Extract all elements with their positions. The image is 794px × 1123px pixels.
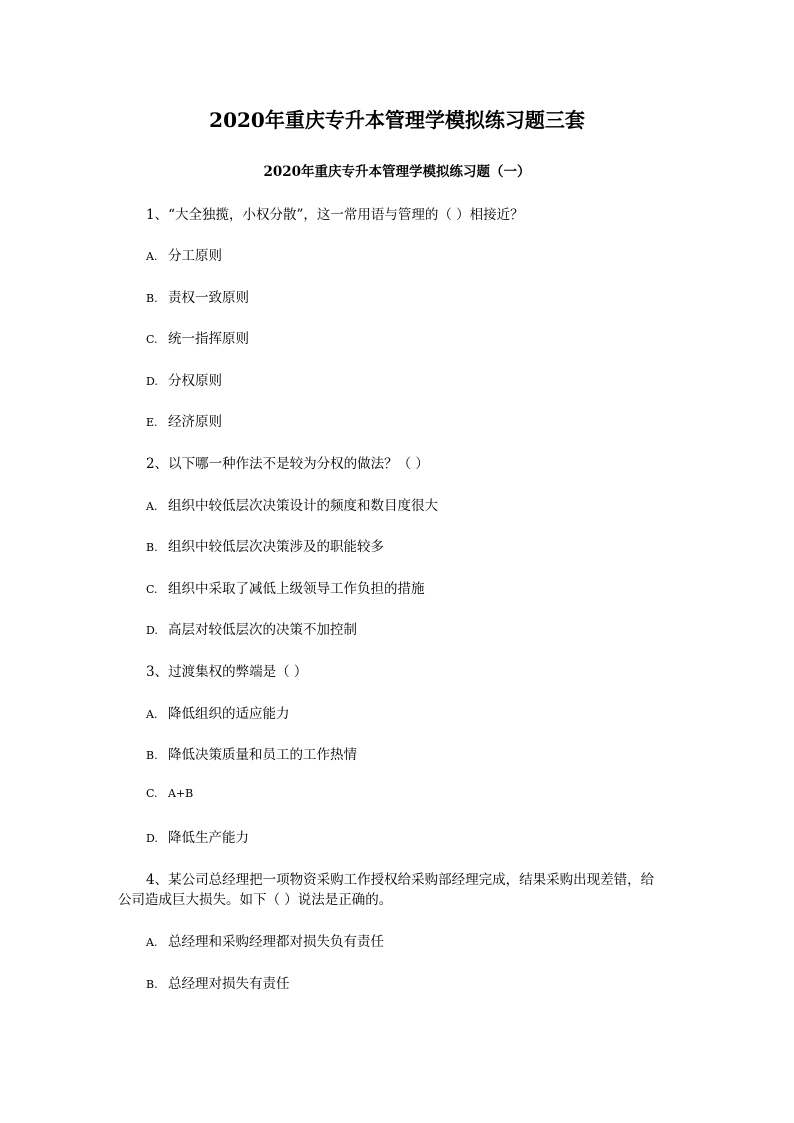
option-letter: B. xyxy=(146,749,158,762)
option-letter: D. xyxy=(146,624,158,637)
option-letter: D. xyxy=(146,375,158,388)
option-letter: B. xyxy=(146,978,158,991)
q1-option-e xyxy=(146,410,222,430)
option-text: 降低决策质量和员工的工作热情 xyxy=(168,747,357,763)
option-text: 组织中采取了减低上级领导工作负担的措施 xyxy=(168,581,425,597)
q2-option-d xyxy=(146,618,357,638)
q2-option-a xyxy=(146,494,438,514)
option-letter: A. xyxy=(146,936,158,949)
q1-option-a xyxy=(146,244,222,264)
q4-option-a xyxy=(146,930,384,950)
option-letter: B. xyxy=(146,541,158,554)
option-text: 总经理和采购经理都对损失负有责任 xyxy=(168,934,384,950)
q3-option-b xyxy=(146,743,357,763)
option-letter: A. xyxy=(146,708,158,721)
option-text: 组织中较低层次决策设计的频度和数目度很大 xyxy=(168,498,438,514)
question-2: 2、以下哪一种作法不是较为分权的做法？（ ） xyxy=(146,456,429,472)
q1-option-d xyxy=(146,369,222,389)
option-letter: B. xyxy=(146,292,158,305)
option-letter: A. xyxy=(146,500,158,513)
q3-option-c xyxy=(146,785,193,801)
q3-option-a xyxy=(146,702,290,722)
option-text: 降低生产能力 xyxy=(168,830,249,846)
option-letter: E. xyxy=(146,416,158,429)
question-4-line-2: 公司造成巨大损失。如下（ ）说法是正确的。 xyxy=(118,892,393,908)
option-letter: A. xyxy=(146,250,158,263)
q1-option-b xyxy=(146,286,249,306)
option-text: 责权一致原则 xyxy=(168,290,249,306)
option-text: 经济原则 xyxy=(168,414,222,430)
option-letter: C. xyxy=(146,787,158,800)
option-text: 分工原则 xyxy=(168,248,222,264)
question-3: 3、过渡集权的弊端是（ ） xyxy=(146,664,308,680)
option-text: 降低组织的适应能力 xyxy=(168,706,290,722)
question-1: 1、“大全独揽，小权分散”，这一常用语与管理的（ ）相接近？ xyxy=(146,207,524,223)
option-letter: C. xyxy=(146,333,158,346)
q3-option-d xyxy=(146,826,249,846)
q1-option-c xyxy=(146,327,249,347)
option-text: 分权原则 xyxy=(168,373,222,389)
option-letter: C. xyxy=(146,583,158,596)
q4-option-b xyxy=(146,972,290,992)
document-title: 2020年重庆专升本管理学模拟练习题三套 xyxy=(209,108,585,132)
section-subtitle: 2020年重庆专升本管理学模拟练习题（一） xyxy=(263,164,531,180)
option-text: 总经理对损失有责任 xyxy=(168,976,290,992)
q2-option-c xyxy=(146,577,425,597)
option-text: 统一指挥原则 xyxy=(168,331,249,347)
option-text: 组织中较低层次决策涉及的职能较多 xyxy=(168,539,384,555)
question-4-line-1: 4、某公司总经理把一项物资采购工作授权给采购部经理完成，结果采购出现差错，给 xyxy=(146,872,655,888)
q2-option-b xyxy=(146,535,384,555)
option-letter: D. xyxy=(146,832,158,845)
option-text: A+B xyxy=(168,787,194,800)
option-text: 高层对较低层次的决策不加控制 xyxy=(168,622,357,638)
